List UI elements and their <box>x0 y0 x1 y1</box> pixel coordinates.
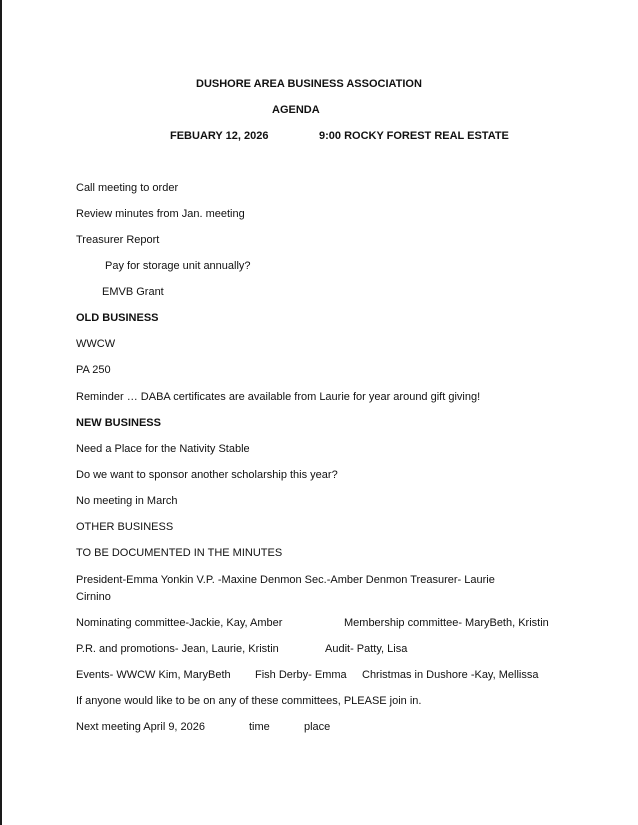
christmas-committee: Christmas in Dushore -Kay, Mellissa <box>362 669 539 681</box>
nominating-committee: Nominating committee-Jackie, Kay, Amber <box>76 617 283 629</box>
agenda-emvb-grant: EMVB Grant <box>102 286 164 298</box>
agenda-wwcw: WWCW <box>76 338 116 350</box>
agenda-scholarship: Do we want to sponsor another scholarship this year? <box>76 469 338 481</box>
page-left-border <box>0 0 2 825</box>
agenda-treasurer-report: Treasurer Report <box>76 234 160 246</box>
agenda-call-to-order: Call meeting to order <box>76 182 179 194</box>
membership-committee: Membership committee- MaryBeth, Kristin <box>344 617 549 629</box>
next-meeting-time: time <box>249 721 270 733</box>
officers-line-2: Cirnino <box>76 591 111 603</box>
meeting-time-location: 9:00 ROCKY FOREST REAL ESTATE <box>319 130 509 142</box>
audit-committee: Audit- Patty, Lisa <box>325 643 408 655</box>
org-name: DUSHORE AREA BUSINESS ASSOCIATION <box>196 78 422 90</box>
documented-heading: TO BE DOCUMENTED IN THE MINUTES <box>76 547 283 559</box>
agenda-review-minutes: Review minutes from Jan. meeting <box>76 208 245 220</box>
events-committee: Events- WWCW Kim, MaryBeth <box>76 669 231 681</box>
agenda-nativity: Need a Place for the Nativity Stable <box>76 443 250 455</box>
old-business-heading: OLD BUSINESS <box>76 312 159 324</box>
agenda-storage-unit: Pay for storage unit annually? <box>105 260 251 272</box>
agenda-pa250: PA 250 <box>76 364 111 376</box>
new-business-heading: NEW BUSINESS <box>76 417 161 429</box>
meeting-date: FEBUARY 12, 2026 <box>170 130 269 142</box>
pr-committee: P.R. and promotions- Jean, Laurie, Kristin <box>76 643 279 655</box>
agenda-reminder: Reminder … DABA certificates are available from Laurie for year around gift giving! <box>76 391 481 403</box>
join-committees-note: If anyone would like to be on any of these committees, PLEASE join in. <box>76 695 422 707</box>
doc-title: AGENDA <box>272 104 320 116</box>
next-meeting-date: Next meeting April 9, 2026 <box>76 721 206 733</box>
officers-line-1: President-Emma Yonkin V.P. -Maxine Denmon Sec.-Amber Denmon Treasurer- Laurie <box>76 574 495 586</box>
agenda-no-meeting: No meeting in March <box>76 495 178 507</box>
other-business-heading: OTHER BUSINESS <box>76 521 174 533</box>
fish-derby-committee: Fish Derby- Emma <box>255 669 347 681</box>
next-meeting-place: place <box>304 721 331 733</box>
